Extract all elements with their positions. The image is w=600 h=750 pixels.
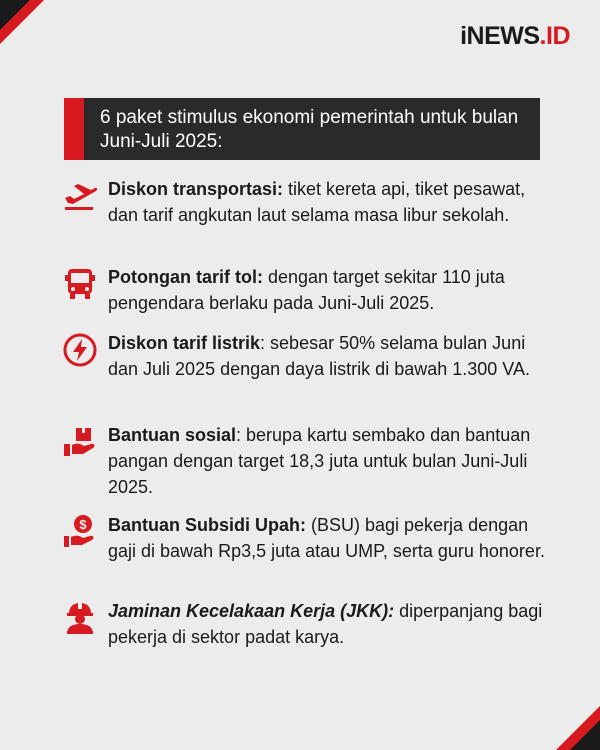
item-desc: (BSU) bagi pekerja dengan gaji di bawah Rp3,5 juta atau UMP, serta guru honorer. [108, 515, 545, 561]
inews-logo [460, 22, 570, 51]
item-title: Bantuan sosial [108, 425, 237, 445]
item-title: Diskon transportasi: [108, 179, 284, 199]
item-title: Jaminan Kecelakaan Kerja (JKK): [108, 601, 395, 621]
bus-icon [62, 266, 98, 302]
coin-hand-icon [62, 514, 98, 550]
item-title: Bantuan Subsidi Upah: [108, 515, 306, 535]
item-desc: : berupa kartu sembako dan bantuan pangan dengan target 18,3 juta untuk bulan Juni-Juli 2025. [108, 425, 531, 497]
item-desc: diperpanjang bagi pekerja di sektor padat karya. [108, 601, 543, 647]
airplane-icon [62, 178, 98, 214]
item-title: Diskon tarif listrik [108, 333, 261, 353]
header-title: 6 paket stimulus ekonomi pemerintah untuk bulan Juni-Juli 2025: [100, 107, 519, 152]
item-desc: : sebesar 50% selama bulan Juni dan Juli 2025 dengan daya listrik di bawah 1.300 VA. [108, 333, 530, 379]
logo-suffix: .ID [539, 22, 570, 50]
item-title: Potongan tarif tol: [108, 267, 263, 287]
aid-box-hand-icon [62, 424, 98, 460]
corner-decoration-top-left-dark [0, 0, 30, 30]
item-desc: dengan target sekitar 110 juta pengendara berlaku pada Juni-Juli 2025. [108, 267, 505, 313]
svg-text:$: $ [79, 517, 87, 532]
header-accent-bar [64, 98, 84, 160]
logo-main: iNEWS [460, 22, 540, 50]
item-desc: tiket kereta api, tiket pesawat, dan tarif angkutan laut selama masa libur sekolah. [108, 179, 526, 225]
lightning-icon [62, 332, 98, 368]
corner-decoration-bottom-right-dark [570, 720, 600, 750]
worker-helmet-icon [62, 600, 98, 636]
